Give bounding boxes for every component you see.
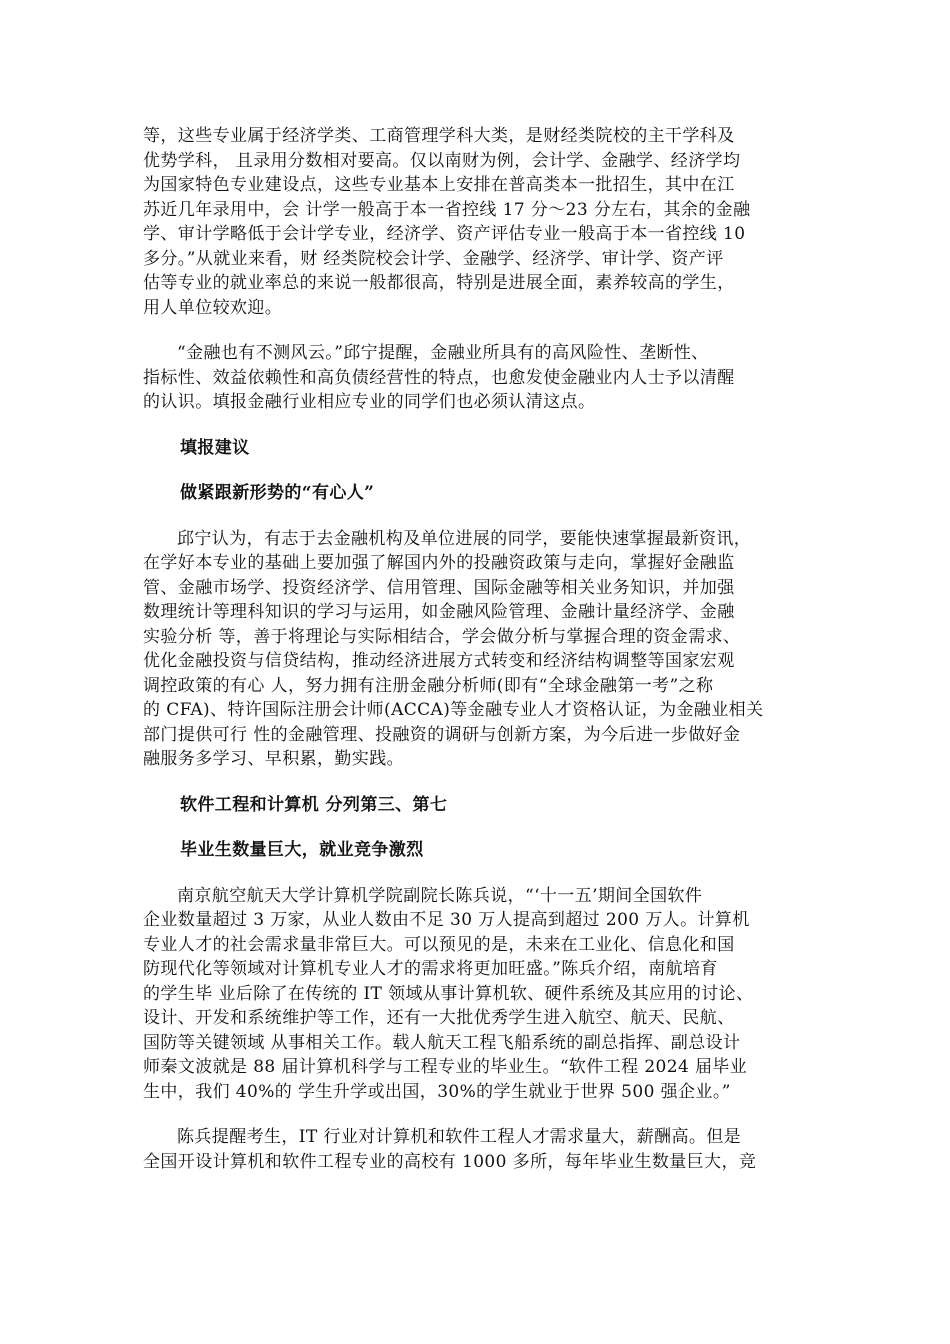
text-line: 用人单位较欢迎。 [143, 297, 283, 318]
section-subheading: 毕业生数量巨大，就业竞争激烈 [180, 840, 424, 860]
paragraph-specialty-scores [143, 124, 813, 320]
text-line: 生中，我们 40%的 学生升学或出国，30%的学生就业于世界 500 强企业。” [143, 1081, 731, 1102]
text-line: 为国家特色专业建设点，这些专业基本上安排在普高类本一批招生，其中在江 [143, 175, 735, 195]
section-heading: 软件工程和计算机 分列第三、第七 [180, 794, 448, 815]
text-line: 的学生毕 业后除了在传统的 IT 领域从事计算机软、硬件系统及其应用的讨论、 [143, 983, 754, 1004]
document-page [143, 124, 813, 1195]
text-line: 在学好本专业的基础上要加强了解国内外的投融资政策与走向，掌握好金融监 [143, 553, 735, 573]
section-heading: 填报建议 [180, 437, 250, 458]
text-line: 的 CFA)、特许国际注册会计师(ACCA)等金融专业人才资格认证，为金融业相关 [143, 700, 764, 720]
text-line: 学、审计学略低于会计学专业，经济学、资产评估专业一般高于本一省控线 10 [143, 224, 746, 244]
text-line: 专业人才的社会需求量非常巨大。可以预见的是，未来在工业化、信息化和国 [143, 934, 735, 955]
section-subheading: 做紧跟新形势的“有心人” [180, 483, 375, 503]
text-line: 指标性、效益依赖性和高负债经营性的特点，也愈发使金融业内人士予以清醒 [143, 367, 735, 388]
text-line: 全国开设计算机和软件工程专业的高校有 1000 多所，每年毕业生数量巨大，竞 [143, 1151, 757, 1172]
text-line: 融服务多学习、早积累，勤实践。 [143, 749, 404, 769]
paragraph-computer-demand [143, 884, 813, 1105]
text-line: 邱宁认为，有志于去金融机构及单位进展的同学，要能快速掌握最新资讯， [177, 528, 752, 549]
paragraph-competition [143, 1125, 813, 1174]
text-line: 多分。”从就业来看，财 经类院校会计学、金融学、经济学、审计学、资产评 [143, 248, 724, 269]
text-line: 优化金融投资与信贷结构，推动经济进展方式转变和经济结构调整等国家宏观 [143, 651, 735, 671]
paragraph-finance-advice [143, 527, 813, 772]
text-line: 部门提供可行 性的金融管理、投融资的调研与创新方案，为今后进一步做好金 [143, 724, 741, 745]
text-line: 优势学科， 且录用分数相对要高。仅以南财为例，会计学、金融学、经济学均 [143, 150, 741, 171]
text-line: 调控政策的有心 人，努力拥有注册金融分析师(即有“全球金融第一考”之称 [143, 675, 714, 696]
text-line: 南京航空航天大学计算机学院副院长陈兵说，“‘十一五’期间全国软件 [177, 885, 703, 906]
text-line: 设计、开发和系统维护等工作，还有一大批优秀学生进入航空、航天、民航、 [143, 1008, 735, 1028]
text-line: 实验分析 等，善于将理论与实际相结合，学会做分析与掌握合理的资金需求、 [143, 626, 741, 647]
paragraph-finance-risk [143, 341, 813, 415]
text-line: 师秦文波就是 88 届计算机科学与工程专业的毕业生。“软件工程 2024 届毕业 [143, 1057, 748, 1077]
text-line: 数理统计等理科知识的学习与运用，如金融风险管理、金融计量经济学、金融 [143, 602, 735, 622]
text-line: 陈兵提醒考生，IT 行业对计算机和软件工程人才需求量大，薪酬高。但是 [177, 1127, 742, 1147]
text-line: 等，这些专业属于经济学类、工商管理学科大类，是财经类院校的主干学科及 [143, 126, 735, 146]
text-line: 估等专业的就业率总的来说一般都很高，特别是进展全面，素养较高的学生， [143, 273, 735, 293]
text-line: 企业数量超过 3 万家，从业人数由不足 30 万人提高到超过 200 万人。计算机 [143, 910, 750, 930]
text-line: 管、金融市场学、投资经济学、信用管理、国际金融等相关业务知识，并加强 [143, 577, 735, 598]
text-line: 国防等关键领域 从事相关工作。载人航天工程飞船系统的副总指挥、副总设计 [143, 1032, 741, 1053]
text-line: 的认识。填报金融行业相应专业的同学们也必须认清这点。 [143, 392, 596, 412]
text-line: “金融也有不测风云。”邱宁提醒，金融业所具有的高风险性、垄断性、 [177, 343, 709, 363]
text-line: 苏近几年录用中，会 计学一般高于本一省控线 17 分～23 分左右，其余的金融 [143, 199, 751, 220]
text-line: 防现代化等领域对计算机专业人才的需求将更加旺盛。”陈兵介绍，南航培育 [143, 959, 718, 979]
